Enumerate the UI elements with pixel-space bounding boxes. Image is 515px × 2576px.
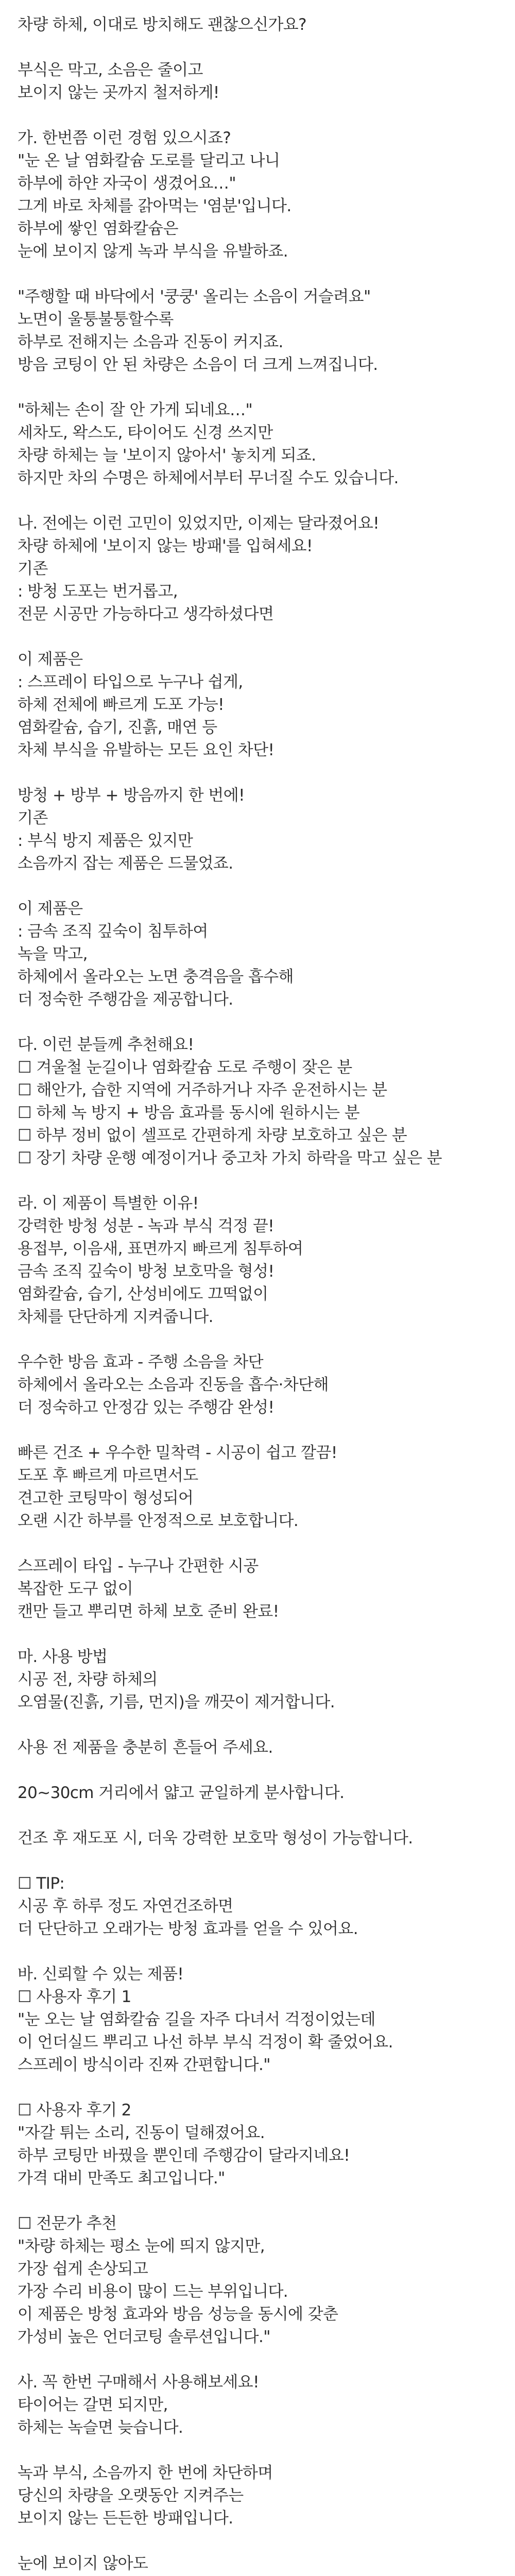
blank-line xyxy=(18,1714,489,1736)
text-line: 녹을 막고, xyxy=(18,945,88,963)
text-line: 염화칼슘, 습기, 진흙, 매연 등 xyxy=(18,718,217,737)
text-line: 스프레이 방식이라 진짜 간편합니다." xyxy=(18,2056,270,2074)
text-line: 마. 사용 방법 xyxy=(18,1648,108,1666)
text-line: 차량 하체에 '보이지 않는 방패'를 입혀세요! xyxy=(18,537,313,555)
blank-line xyxy=(18,1850,489,1872)
text-line: 차량 하체는 늘 '보이지 않아서' 놓치게 되죠. xyxy=(18,446,316,465)
text-line: 방음 코팅이 안 된 차량은 소음이 더 크게 느껴집니다. xyxy=(18,355,378,374)
text-line: : 방청 도포는 번거롭고, xyxy=(18,582,178,601)
text-line: "눈 오는 날 염화칼슘 길을 자주 다녀서 걱정이었는데 xyxy=(18,2010,375,2029)
text-line: "차량 하체는 평소 눈에 띄지 않지만, xyxy=(18,2237,265,2256)
blank-line xyxy=(18,376,489,399)
text-line: "하체는 손이 잘 안 가게 되네요…" xyxy=(18,401,253,419)
text-line: 차체를 단단하게 지켜줍니다. xyxy=(18,1308,213,1326)
text-line: 소음까지 잡는 제품은 드물었죠. xyxy=(18,854,233,873)
blank-line xyxy=(18,263,489,285)
text-line: 더 단단하고 오래가는 방청 효과를 얻을 수 있어요. xyxy=(18,1920,358,1938)
blank-line xyxy=(18,1623,489,1646)
text-line: 기존 xyxy=(18,560,48,578)
text-line: : 부식 방지 제품은 있지만 xyxy=(18,832,193,850)
blank-line xyxy=(18,2439,489,2462)
text-line: 그게 바로 차체를 갉아먹는 '염분'입니다. xyxy=(18,197,291,215)
text-line: 바. 신뢰할 수 있는 제품! xyxy=(18,1965,184,1984)
text-line: 눈에 보이지 않아도 xyxy=(18,2554,148,2573)
text-line: 강력한 방청 성분 - 녹과 부식 걱정 끝! xyxy=(18,1217,274,1235)
blank-line xyxy=(18,489,489,512)
blank-line xyxy=(18,1011,489,1033)
text-line: 하체 전체에 빠르게 도포 가능! xyxy=(18,696,224,714)
text-line: 가격 대비 만족도 최고입니다." xyxy=(18,2169,225,2188)
text-line: 가장 쉽게 손상되고 xyxy=(18,2260,148,2278)
text-line: 견고한 코팅막이 형성되어 xyxy=(18,1489,194,1507)
text-line: ☐ 겨울철 눈길이나 염화칼슘 도로 주행이 잦은 분 xyxy=(18,1058,352,1077)
text-line: 타이어는 갈면 되지만, xyxy=(18,2396,168,2414)
blank-line xyxy=(18,2530,489,2552)
text-line: ☐ 사용자 후기 1 xyxy=(18,1988,131,2006)
text-line: 전문 시공만 가능하다고 생각하셨다면 xyxy=(18,605,274,623)
blank-line xyxy=(18,1532,489,1555)
text-line: 오랜 시간 하부를 안정적으로 보호합니다. xyxy=(18,1512,299,1530)
text-line: 용접부, 이음새, 표면까지 빠르게 침투하여 xyxy=(18,1240,303,1258)
text-line: 이 제품은 xyxy=(18,650,83,669)
text-line: 복잡한 도구 없이 xyxy=(18,1580,133,1598)
text-line: 가장 수리 비용이 많이 드는 부위입니다. xyxy=(18,2282,288,2301)
text-line: 가성비 높은 언더코팅 솔루션입니다." xyxy=(18,2328,270,2346)
text-line: 다. 이런 분들께 추천해요! xyxy=(18,1036,194,1054)
text-line: "눈 온 날 염화칼슘 도로를 달리고 나니 xyxy=(18,151,280,170)
text-line: 가. 한번쯤 이런 경험 있으시죠? xyxy=(18,129,231,147)
text-line: 스프레이 타입 - 누구나 간편한 시공 xyxy=(18,1557,259,1575)
blank-line xyxy=(18,875,489,897)
text-line: 노면이 울퉁불퉁할수록 xyxy=(18,310,174,329)
text-line: 시공 후 하루 정도 자연건조하면 xyxy=(18,1897,233,1916)
text-line: 세차도, 왁스도, 타이어도 신경 쓰지만 xyxy=(18,423,273,442)
blank-line xyxy=(18,2190,489,2212)
text-line: ☐ 장기 차량 운행 예정이거나 중고차 가치 하락을 막고 싶은 분 xyxy=(18,1149,442,1167)
text-line: ☐ 전문가 추천 xyxy=(18,2214,117,2233)
text-line: 하부에 쌓인 염화칼슘은 xyxy=(18,219,178,238)
blank-line xyxy=(18,625,489,648)
text-line: 오염물(진흙, 기름, 먼지)을 깨끗이 제거합니다. xyxy=(18,1693,335,1711)
text-line: 건조 후 재도포 시, 더욱 강력한 보호막 형성이 가능합니다. xyxy=(18,1829,413,1848)
blank-line xyxy=(18,1170,489,1192)
blank-line xyxy=(18,1759,489,1782)
text-line: 하체는 녹슬면 늦습니다. xyxy=(18,2418,183,2437)
blank-line xyxy=(18,2348,489,2371)
blank-line xyxy=(18,1940,489,1963)
text-line: : 스프레이 타입으로 누구나 쉽게, xyxy=(18,673,243,691)
text-line: 사. 꼭 한번 구매해서 사용해보세요! xyxy=(18,2373,259,2392)
text-line: 우수한 방음 효과 - 주행 소음을 차단 xyxy=(18,1353,263,1371)
text-line: 20~30cm 거리에서 얇고 균일하게 분사합니다. xyxy=(18,1784,345,1802)
text-line: "자갈 튀는 소리, 진동이 덜해졌어요. xyxy=(18,2124,265,2142)
text-line: 시공 전, 차량 하체의 xyxy=(18,1670,158,1689)
text-line: 사용 전 제품을 충분히 흔들어 주세요. xyxy=(18,1738,273,1757)
text-line: 하지만 차의 수명은 하체에서부터 무너질 수도 있습니다. xyxy=(18,469,399,487)
blank-line xyxy=(18,1328,489,1351)
text-line: 눈에 보이지 않게 녹과 부식을 유발하죠. xyxy=(18,242,288,261)
text-line: 하체에서 올라오는 소음과 진동을 흡수·차단해 xyxy=(18,1376,329,1394)
text-line: 하부로 전해지는 소음과 진동이 커지죠. xyxy=(18,333,283,351)
text-line: 캔만 들고 뿌리면 하체 보호 준비 완료! xyxy=(18,1602,279,1621)
text-line: : 금속 조직 깊숙이 침투하여 xyxy=(18,922,208,941)
blank-line xyxy=(18,1419,489,1442)
text-line: 보이지 않는 곳까지 철저하게! xyxy=(18,83,219,102)
text-line: 차체 부식을 유발하는 모든 요인 차단! xyxy=(18,741,274,759)
text-line: 하부에 하얀 자국이 생겼어요…" xyxy=(18,174,236,193)
text-line: 더 정숙하고 안정감 있는 주행감 완성! xyxy=(18,1398,274,1417)
text-line: "주행할 때 바닥에서 '쿵쿵' 올리는 소음이 거슬려요" xyxy=(18,287,371,306)
text-line: ☐ 하체 녹 방지 + 방음 효과를 동시에 원하시는 분 xyxy=(18,1104,360,1122)
text-line: 방청 + 방부 + 방음까지 한 번에! xyxy=(18,786,245,805)
text-line: 하체에서 올라오는 노면 충격음을 흡수해 xyxy=(18,968,294,986)
blank-line xyxy=(18,104,489,127)
blank-line xyxy=(18,761,489,784)
text-line: 이 언더실드 뿌리고 나선 하부 부식 걱정이 확 줄었어요. xyxy=(18,2033,393,2052)
text-line: 부식은 막고, 소음은 줄이고 xyxy=(18,61,203,79)
text-line: 도포 후 빠르게 마르면서도 xyxy=(18,1466,198,1485)
text-line: ☐ 해안가, 습한 지역에 거주하거나 자주 운전하시는 분 xyxy=(18,1081,387,1099)
text-line: 보이지 않는 든든한 방패입니다. xyxy=(18,2509,233,2528)
text-line: ☐ 하부 정비 없이 셀프로 간편하게 차량 보호하고 싶은 분 xyxy=(18,1126,407,1145)
text-line: ☐ TIP: xyxy=(18,1874,65,1893)
text-line: 이 제품은 xyxy=(18,900,83,918)
text-line: ☐ 사용자 후기 2 xyxy=(18,2101,131,2120)
text-line: 이 제품은 방청 효과와 방음 성능을 동시에 갖춘 xyxy=(18,2305,338,2324)
text-line: 차량 하체, 이대로 방치해도 괜찮으신가요? xyxy=(18,15,307,34)
text-line: 빠른 건조 + 우수한 밀착력 - 시공이 쉽고 깔끔! xyxy=(18,1444,337,1462)
text-line: 기존 xyxy=(18,809,48,827)
text-line: 하부 코팅만 바꿨을 뿐인데 주행감이 달라지네요! xyxy=(18,2146,350,2165)
blank-line xyxy=(18,1804,489,1827)
text-line: 당신의 차량을 오랫동안 지켜주는 xyxy=(18,2486,244,2505)
blank-line xyxy=(18,2076,489,2099)
text-line: 나. 전에는 이런 고민이 있었지만, 이제는 달라졌어요! xyxy=(18,514,380,533)
text-line: 금속 조직 깊숙이 방청 보호막을 형성! xyxy=(18,1262,274,1281)
text-line: 염화칼슘, 습기, 산성비에도 끄떡없이 xyxy=(18,1285,268,1303)
text-line: 라. 이 제품이 특별한 이유! xyxy=(18,1194,199,1213)
text-line: 녹과 부식, 소음까지 한 번에 차단하며 xyxy=(18,2464,273,2482)
text-line: 더 정숙한 주행감을 제공합니다. xyxy=(18,990,233,1009)
blank-line xyxy=(18,36,489,59)
